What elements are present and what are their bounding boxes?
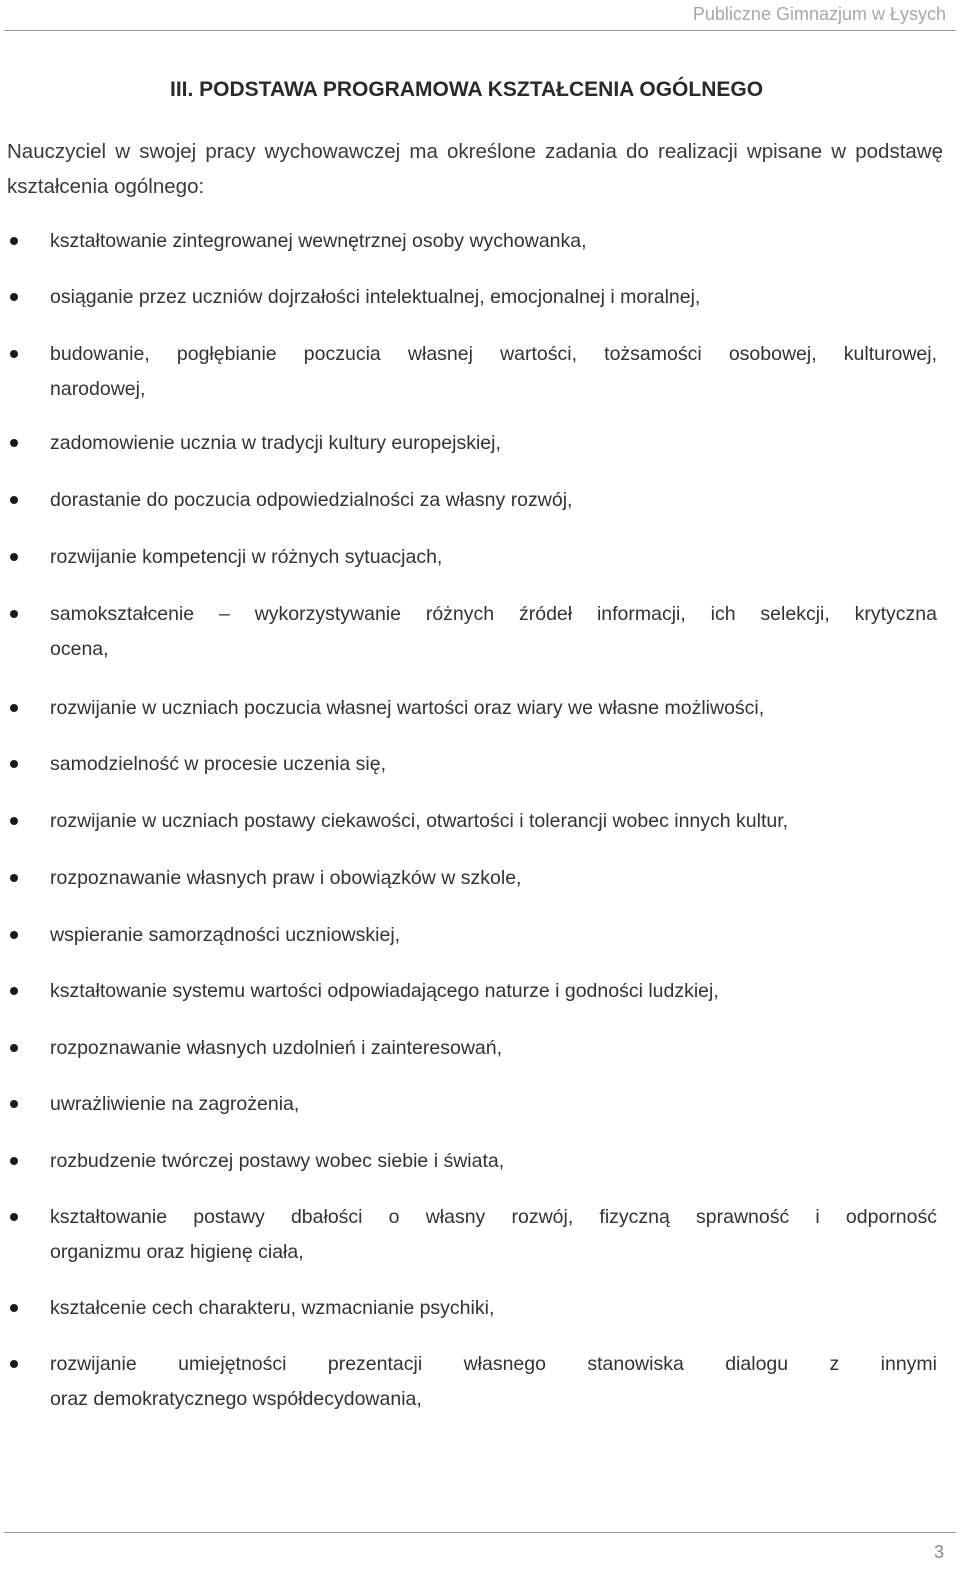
bullet-icon xyxy=(10,439,18,447)
footer-divider xyxy=(4,1532,956,1533)
list-item-text: rozpoznawanie własnych uzdolnień i zainteresowań, xyxy=(50,1037,503,1059)
bullet-icon xyxy=(10,931,18,939)
list-item-text: osiąganie przez uczniów dojrzałości intelektualnej, emocjonalnej i moralnej, xyxy=(50,286,701,308)
list-item-text: rozwijanie w uczniach postawy ciekawości, otwartości i tolerancji wobec innych kultur, xyxy=(50,810,789,832)
list-item-text: samodzielność w procesie uczenia się, xyxy=(50,753,386,775)
bullet-icon xyxy=(10,1100,18,1108)
running-header: Publiczne Gimnazjum w Łysych xyxy=(692,4,946,24)
bullet-icon xyxy=(10,760,18,768)
bullet-icon xyxy=(10,350,18,358)
bullet-icon xyxy=(10,1213,18,1221)
bullet-icon xyxy=(10,1360,18,1368)
bullet-icon xyxy=(10,987,18,995)
bullet-icon xyxy=(10,553,18,561)
list-item-text: rozwijanie kompetencji w różnych sytuacjach, xyxy=(50,546,443,568)
list-item-text: kształtowanie systemu wartości odpowiadającego naturze i godności ludzkiej, xyxy=(50,980,719,1002)
bullet-icon xyxy=(10,237,18,245)
bullet-icon xyxy=(10,704,18,712)
list-item-text: wspieranie samorządności uczniowskiej, xyxy=(50,924,401,946)
list-item-text: kształcenie cech charakteru, wzmacnianie psychiki, xyxy=(50,1297,495,1319)
bullet-icon xyxy=(10,874,18,882)
bullet-icon xyxy=(10,1157,18,1165)
header-divider xyxy=(4,30,956,31)
list-item-text: uwrażliwienie na zagrożenia, xyxy=(50,1093,300,1115)
list-item-text: zadomowienie ucznia w tradycji kultury europejskiej, xyxy=(50,432,501,454)
bullet-icon xyxy=(10,496,18,504)
list-item-text: rozwijanie umiejętności prezentacji własnego stanowiska dialogu z innymi oraz demokratycznego współdecydowania, xyxy=(50,1353,937,1410)
page-number: 3 xyxy=(933,1542,944,1562)
list-item-text: rozpoznawanie własnych praw i obowiązków w szkole, xyxy=(50,867,522,889)
list-item-text: dorastanie do poczucia odpowiedzialności za własny rozwój, xyxy=(50,489,573,511)
bullet-icon xyxy=(10,293,18,301)
list-item-text: kształtowanie zintegrowanej wewnętrznej osoby wychowanka, xyxy=(50,230,587,252)
intro-paragraph: Nauczyciel w swojej pracy wychowawczej ma określone zadania do realizacji wpisane w podstawę kształcenia ogólnego: xyxy=(7,140,943,198)
list-item-text: kształtowanie postawy dbałości o własny rozwój, fizyczną sprawność i odporność organizmu oraz higienę ciała, xyxy=(50,1206,937,1263)
list-item-text: samokształcenie – wykorzystywanie różnych źródeł informacji, ich selekcji, krytyczna ocena, xyxy=(50,603,937,660)
list-item-text: rozwijanie w uczniach poczucia własnej wartości oraz wiary we własne możliwości, xyxy=(50,697,765,719)
list-item-text: budowanie, pogłębianie poczucia własnej wartości, tożsamości osobowej, kulturowej, narodowej, xyxy=(50,343,937,400)
bullet-icon xyxy=(10,1304,18,1312)
bullet-icon xyxy=(10,817,18,825)
list-item-text: rozbudzenie twórczej postawy wobec siebie i świata, xyxy=(50,1150,505,1172)
bullet-icon xyxy=(10,1044,18,1052)
bullet-icon xyxy=(10,610,18,618)
section-heading: III. PODSTAWA PROGRAMOWA KSZTAŁCENIA OGÓLNEGO xyxy=(170,78,764,101)
